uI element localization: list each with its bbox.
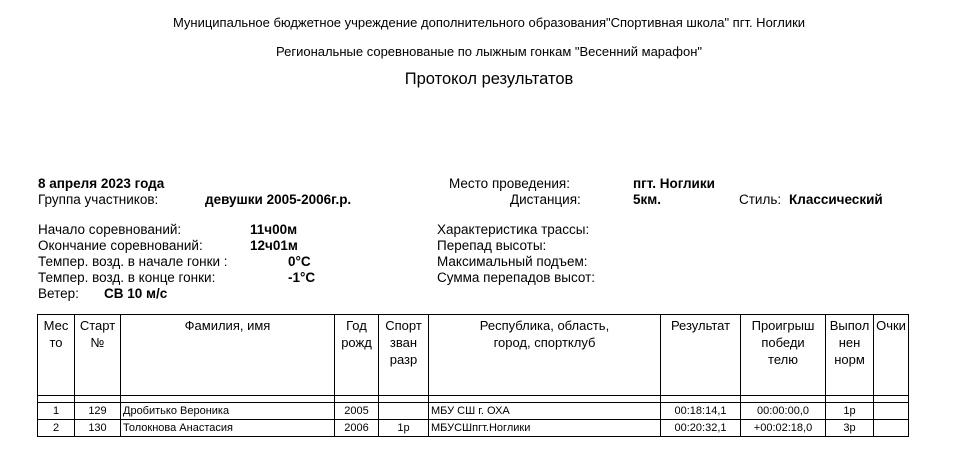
distance-label: Дистанция:	[510, 192, 581, 207]
org-title: Муниципальное бюджетное учреждение дополнительного образования"Спортивная школа" пгт. Ноглики	[172, 15, 806, 30]
wind-label: Ветер:	[38, 286, 79, 301]
col-points: Очки	[874, 315, 909, 396]
temp-end-value: -1°C	[288, 270, 316, 285]
cell-norm: 3р	[826, 420, 874, 437]
cell-start: 129	[75, 403, 121, 420]
cell-gap: +00:02:18,0	[741, 420, 826, 437]
col-rank: Спорт зван разр	[379, 315, 429, 396]
cell-rank	[379, 403, 429, 420]
event-title: Региональные соревнованые по лыжным гонкам "Весенний марафон"	[276, 44, 702, 59]
temp-start-value: 0°C	[288, 254, 311, 269]
cell-rank: 1р	[379, 420, 429, 437]
event-date: 8 апреля 2023 года	[38, 176, 165, 191]
temp-end-label: Темпер. возд. в конце гонки:	[38, 270, 216, 285]
end-value: 12ч01м	[250, 238, 298, 253]
col-region: Республика, область, город, спортклуб	[429, 315, 661, 396]
height-diff-label: Перепад высоты:	[437, 238, 547, 253]
style-value: Классический	[789, 192, 883, 207]
cell-result: 00:20:32,1	[661, 420, 741, 437]
table-row	[38, 403, 909, 420]
cell-result: 00:18:14,1	[661, 403, 741, 420]
start-label: Начало соревнований:	[38, 222, 182, 237]
cell-year: 2005	[335, 403, 379, 420]
cell-year: 2006	[335, 420, 379, 437]
cell-points	[874, 403, 909, 420]
cell-name: Толокнова Анастасия	[121, 420, 335, 437]
cell-region: МБУСШпгт.Ноглики	[429, 420, 661, 437]
results-table	[37, 314, 909, 437]
col-name: Фамилия, имя	[121, 315, 335, 396]
group-label: Группа участников:	[38, 192, 159, 207]
col-start: Старт №	[75, 315, 121, 396]
col-gap: Проигрыш победи телю	[741, 315, 826, 396]
cell-place: 2	[38, 420, 75, 437]
distance-value: 5км.	[633, 192, 662, 207]
end-label: Окончание соревнований:	[38, 238, 203, 253]
col-norm: Выпол нен норм	[826, 315, 874, 396]
table-header-row	[38, 315, 909, 396]
place-label: Место проведения:	[449, 176, 570, 191]
table-row	[38, 420, 909, 437]
cell-start: 130	[75, 420, 121, 437]
temp-start-label: Темпер. возд. в начале гонки :	[38, 254, 228, 269]
track-label: Характеристика трассы:	[437, 222, 590, 237]
cell-norm: 1р	[826, 403, 874, 420]
col-result: Результат	[661, 315, 741, 396]
style-label: Стиль:	[739, 192, 782, 207]
col-year: Год рожд	[335, 315, 379, 396]
total-diff-label: Сумма перепадов высот:	[437, 270, 596, 285]
cell-points	[874, 420, 909, 437]
col-place: Мес то	[38, 315, 75, 396]
wind-value: СВ 10 м/с	[104, 286, 168, 301]
cell-gap: 00:00:00,0	[741, 403, 826, 420]
protocol-title: Протокол результатов	[404, 70, 574, 88]
place-value: пгт. Ноглики	[633, 176, 715, 191]
start-value: 11ч00м	[250, 222, 298, 237]
cell-region: МБУ СШ г. ОХА	[429, 403, 661, 420]
max-climb-label: Максимальный подъем:	[437, 254, 588, 269]
group-value: девушки 2005-2006г.р.	[205, 192, 352, 207]
cell-name: Дробитько Вероника	[121, 403, 335, 420]
cell-place: 1	[38, 403, 75, 420]
